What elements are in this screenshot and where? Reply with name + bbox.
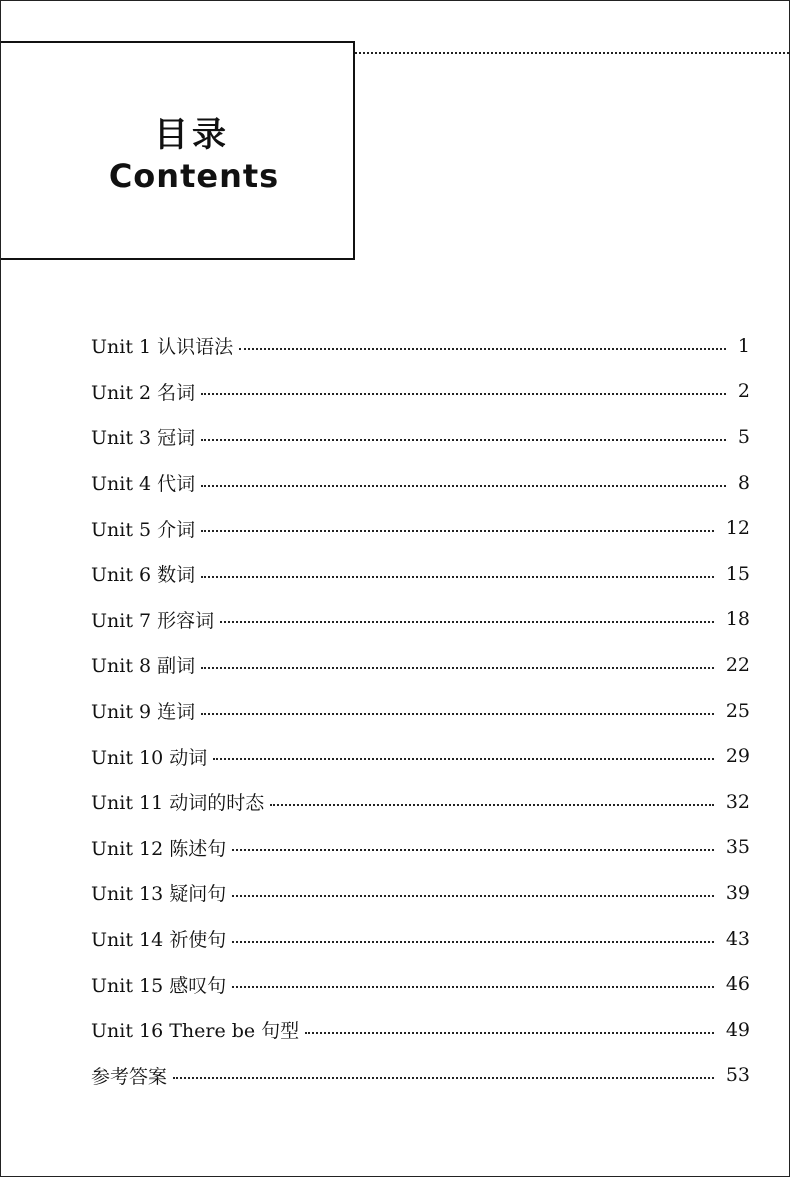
toc-entry-label: Unit 9 连词 — [91, 701, 196, 724]
toc-entry-label: Unit 11 动词的时态 — [91, 792, 265, 815]
toc-leader-dots — [232, 986, 714, 988]
toc-entry-label: Unit 6 数词 — [91, 564, 196, 587]
toc-entry-label: 参考答案 — [91, 1065, 168, 1088]
toc-leader-dots — [232, 895, 714, 897]
toc-entry[interactable] — [91, 688, 750, 734]
toc-leader-dots — [201, 485, 726, 487]
toc-leader-dots — [220, 621, 714, 623]
toc-entry-page-number: 22 — [725, 653, 750, 676]
toc-entry-page-number: 39 — [725, 881, 750, 904]
toc-entry[interactable] — [91, 323, 750, 369]
toc-leader-dots — [201, 393, 726, 395]
toc-leader-dots — [305, 1032, 714, 1034]
toc-entry-label: Unit 12 陈述句 — [91, 837, 227, 860]
toc-entry-page-number: 8 — [737, 471, 750, 494]
toc-entry[interactable] — [91, 551, 750, 597]
table-of-contents — [91, 323, 750, 1098]
toc-entry[interactable] — [91, 369, 750, 415]
toc-entry-page-number: 35 — [725, 836, 750, 859]
toc-entry[interactable] — [91, 597, 750, 643]
page-title-chinese: 目录 — [154, 115, 230, 155]
toc-entry-page-number: 2 — [737, 380, 750, 403]
toc-entry-page-number: 25 — [725, 699, 750, 722]
title-box — [1, 41, 355, 260]
toc-leader-dots — [201, 530, 714, 532]
toc-entry-page-number: 46 — [725, 973, 750, 996]
toc-entry-page-number: 15 — [725, 562, 750, 585]
toc-entry-page-number: 5 — [737, 425, 750, 448]
toc-entry[interactable] — [91, 733, 750, 779]
toc-entry-label: Unit 5 介词 — [91, 518, 196, 541]
toc-entry-page-number: 49 — [725, 1018, 750, 1041]
toc-entry-page-number: 53 — [725, 1064, 750, 1087]
toc-leader-dots — [201, 713, 714, 715]
page-title-english: Contents — [108, 157, 280, 195]
toc-leader-dots — [201, 576, 714, 578]
toc-entry[interactable] — [91, 961, 750, 1007]
toc-entry-page-number: 43 — [725, 927, 750, 950]
toc-entry-label: Unit 3 冠词 — [91, 427, 196, 450]
toc-entry-label: Unit 7 形容词 — [91, 609, 215, 632]
toc-entry-page-number: 12 — [725, 517, 750, 540]
toc-entry[interactable] — [91, 642, 750, 688]
toc-leader-dots — [173, 1077, 714, 1079]
toc-entry-label: Unit 16 There be 句型 — [91, 1020, 300, 1043]
toc-entry[interactable] — [91, 505, 750, 551]
toc-entry-label: Unit 14 祈使句 — [91, 929, 227, 952]
toc-entry[interactable] — [91, 870, 750, 916]
toc-entry[interactable] — [91, 1007, 750, 1053]
header-dotted-rule — [355, 52, 789, 54]
toc-entry-label: Unit 15 感叹句 — [91, 974, 227, 997]
toc-leader-dots — [232, 941, 714, 943]
toc-entry-label: Unit 1 认识语法 — [91, 336, 234, 359]
toc-leader-dots — [232, 849, 714, 851]
toc-entry[interactable] — [91, 460, 750, 506]
toc-entry-page-number: 32 — [725, 790, 750, 813]
toc-entry[interactable] — [91, 414, 750, 460]
toc-entry-page-number: 1 — [737, 334, 750, 357]
toc-entry-label: Unit 10 动词 — [91, 746, 208, 769]
toc-entry[interactable] — [91, 1053, 750, 1099]
toc-entry-label: Unit 8 副词 — [91, 655, 196, 678]
toc-leader-dots — [239, 348, 726, 350]
toc-leader-dots — [270, 804, 714, 806]
toc-entry-page-number: 18 — [725, 608, 750, 631]
toc-entry-label: Unit 4 代词 — [91, 473, 196, 496]
toc-leader-dots — [201, 667, 714, 669]
toc-leader-dots — [201, 439, 726, 441]
toc-entry-page-number: 29 — [725, 745, 750, 768]
toc-leader-dots — [213, 758, 714, 760]
toc-entry[interactable] — [91, 825, 750, 871]
toc-entry[interactable] — [91, 916, 750, 962]
toc-entry-label: Unit 13 疑问句 — [91, 883, 227, 906]
toc-entry-label: Unit 2 名词 — [91, 381, 196, 404]
toc-entry[interactable] — [91, 779, 750, 825]
